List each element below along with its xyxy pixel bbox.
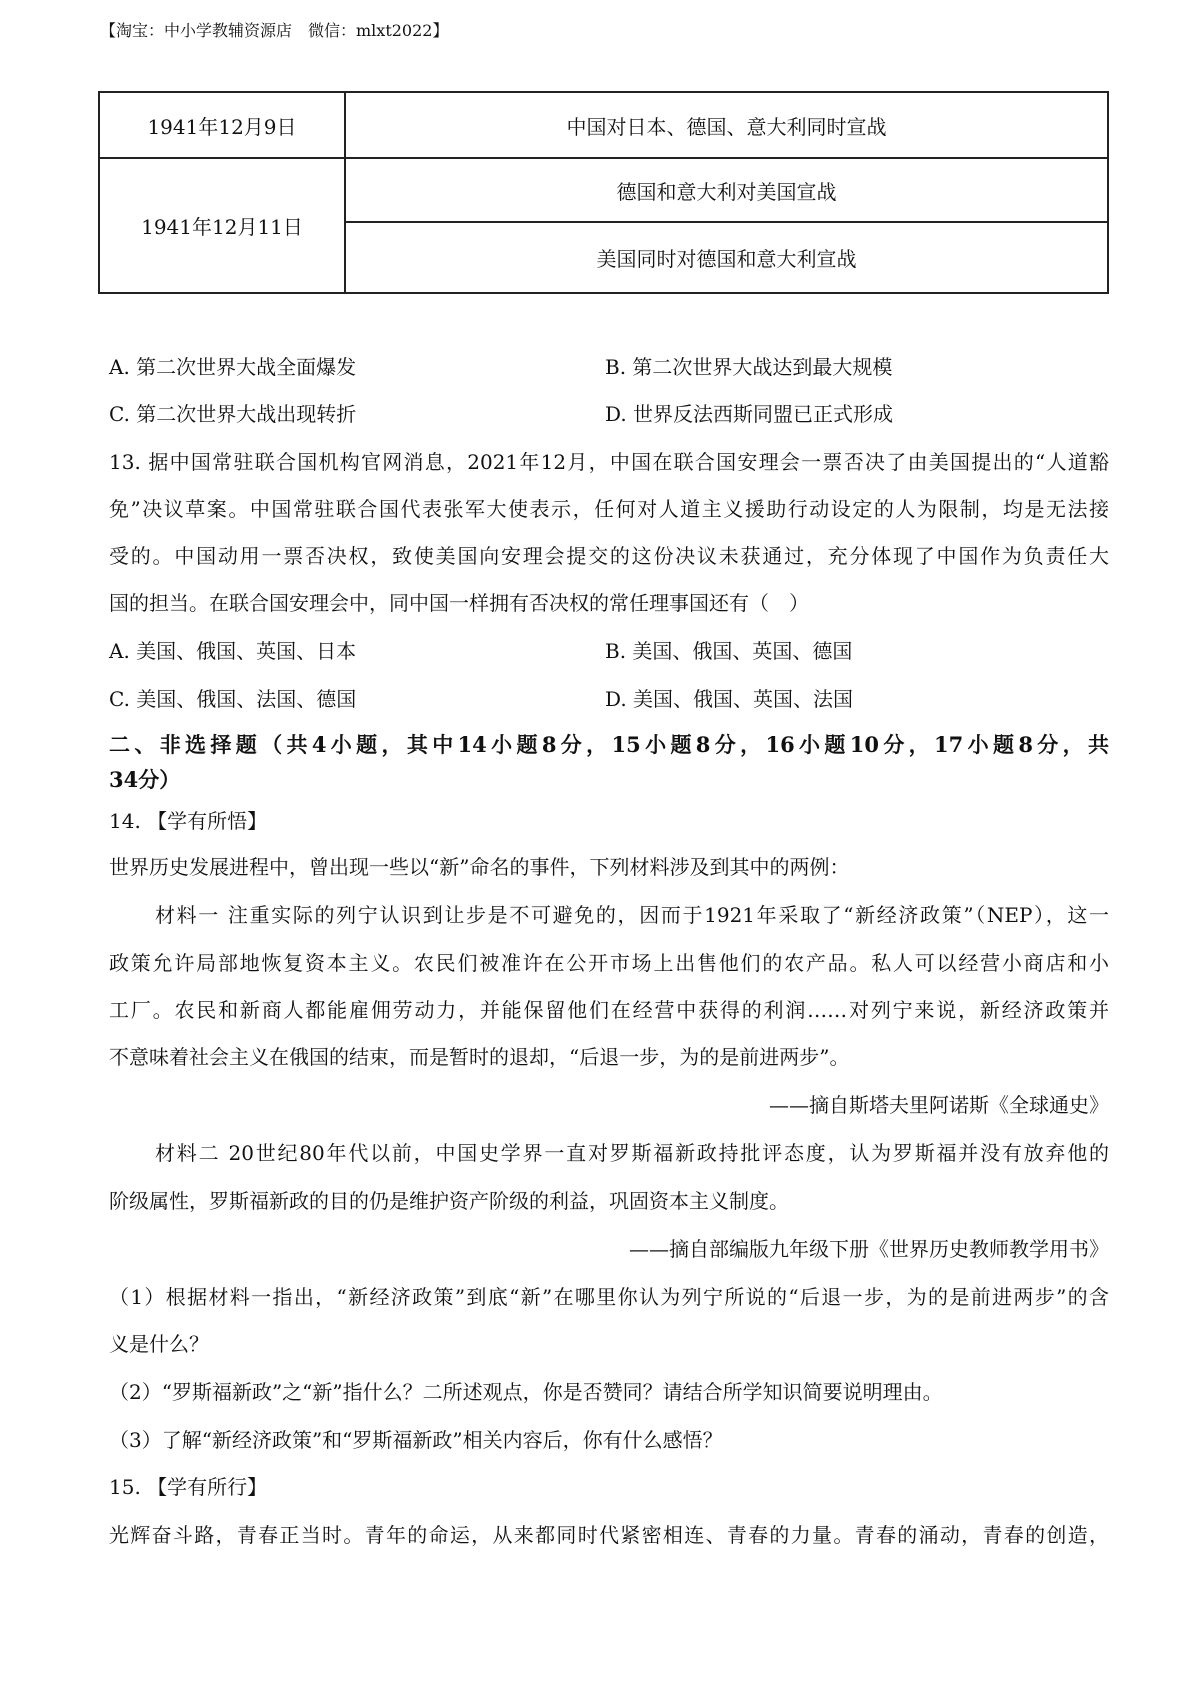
sub-question-1: （1）根据材料一指出，“新经济政策”到底“新”在哪里你认为列宁所说的“后退一步，为的是前进两步”的含 [109, 1285, 1109, 1309]
option-d: D. 美国、俄国、英国、法国 [605, 687, 854, 711]
sub-question-1: 义是什么？ [109, 1332, 209, 1356]
option-b: B. 美国、俄国、英国、德国 [605, 639, 853, 663]
option-d: D. 世界反法西斯同盟已正式形成 [605, 402, 894, 426]
question-15-title: 15. 【学有所行】 [109, 1475, 268, 1499]
question-13-text: 国的担当。在联合国安理会中，同中国一样拥有否决权的常任理事国还有（ ） [109, 591, 809, 615]
question-13-text: 受的。中国动用一票否决权，致使美国向安理会提交的这份决议未获通过，充分体现了中国作为负责任大 [109, 544, 1109, 568]
material-2: 阶级属性，罗斯福新政的目的仍是维护资产阶级的利益，巩固资本主义制度。 [109, 1189, 789, 1213]
question-14-title: 14. 【学有所悟】 [109, 809, 268, 833]
watermark-header: 【淘宝：中小学教辅资源店 微信：mlxt2022】 [100, 21, 449, 40]
option-c: C. 第二次世界大战出现转折 [109, 402, 357, 426]
event-cell: 德国和意大利对美国宣战 [345, 158, 1108, 222]
section-heading: 34分） [109, 767, 181, 792]
option-a: A. 第二次世界大战全面爆发 [109, 355, 357, 379]
material-1: 不意味着社会主义在俄国的结束，而是暂时的退却，“后退一步，为的是前进两步”。 [109, 1045, 850, 1069]
source-2: ——摘自部编版九年级下册《世界历史教师教学用书》 [629, 1237, 1109, 1261]
material-2: 材料二 20世纪80年代以前，中国史学界一直对罗斯福新政持批评态度，认为罗斯福并没有放弃他的 [155, 1141, 1109, 1165]
question-13-text: 免”决议草案。中国常驻联合国代表张军大使表示，任何对人道主义援助行动设定的人为限制，均是无法接 [109, 497, 1109, 521]
section-heading: 二、非选择题（共4小题，其中14小题8分，15小题8分，16小题10分，17小题8分，共 [109, 732, 1109, 757]
events-table [98, 91, 1109, 294]
event-cell: 美国同时对德国和意大利宣战 [345, 222, 1108, 293]
option-b: B. 第二次世界大战达到最大规模 [605, 355, 893, 379]
sub-question-2: （2）“罗斯福新政”之“新”指什么？二所述观点，你是否赞同？请结合所学知识简要说明理由。 [109, 1380, 943, 1404]
material-1: 工厂。农民和新商人都能雇佣劳动力，并能保留他们在经营中获得的利润……对列宁来说，新经济政策并 [109, 998, 1109, 1022]
date-cell: 1941年12月11日 [99, 158, 345, 293]
event-cell: 中国对日本、德国、意大利同时宣战 [345, 92, 1108, 158]
question-13-text: 13. 据中国常驻联合国机构官网消息，2021年12月，中国在联合国安理会一票否决了由美国提出的“人道豁 [109, 450, 1109, 474]
material-1: 政策允许局部地恢复资本主义。农民们被准许在公开市场上出售他们的农产品。私人可以经营小商店和小 [109, 951, 1109, 975]
material-1: 材料一 注重实际的列宁认识到让步是不可避免的，因而于1921年采取了“新经济政策”（NEP），这一 [155, 903, 1109, 927]
question-15-text: 光辉奋斗路，青春正当时。青年的命运，从来都同时代紧密相连、青春的力量。青春的涌动，青春的创造， [109, 1523, 1109, 1547]
date-cell: 1941年12月9日 [99, 92, 345, 158]
question-14-intro: 世界历史发展进程中，曾出现一些以“新”命名的事件，下列材料涉及到其中的两例： [109, 855, 850, 879]
table-row [99, 92, 1108, 158]
option-c: C. 美国、俄国、法国、德国 [109, 687, 357, 711]
sub-question-3: （3）了解“新经济政策”和“罗斯福新政”相关内容后，你有什么感悟？ [109, 1428, 723, 1452]
table-row [99, 158, 1108, 222]
source-1: ——摘自斯塔夫里阿诺斯《全球通史》 [769, 1093, 1109, 1117]
option-a: A. 美国、俄国、英国、日本 [109, 639, 357, 663]
